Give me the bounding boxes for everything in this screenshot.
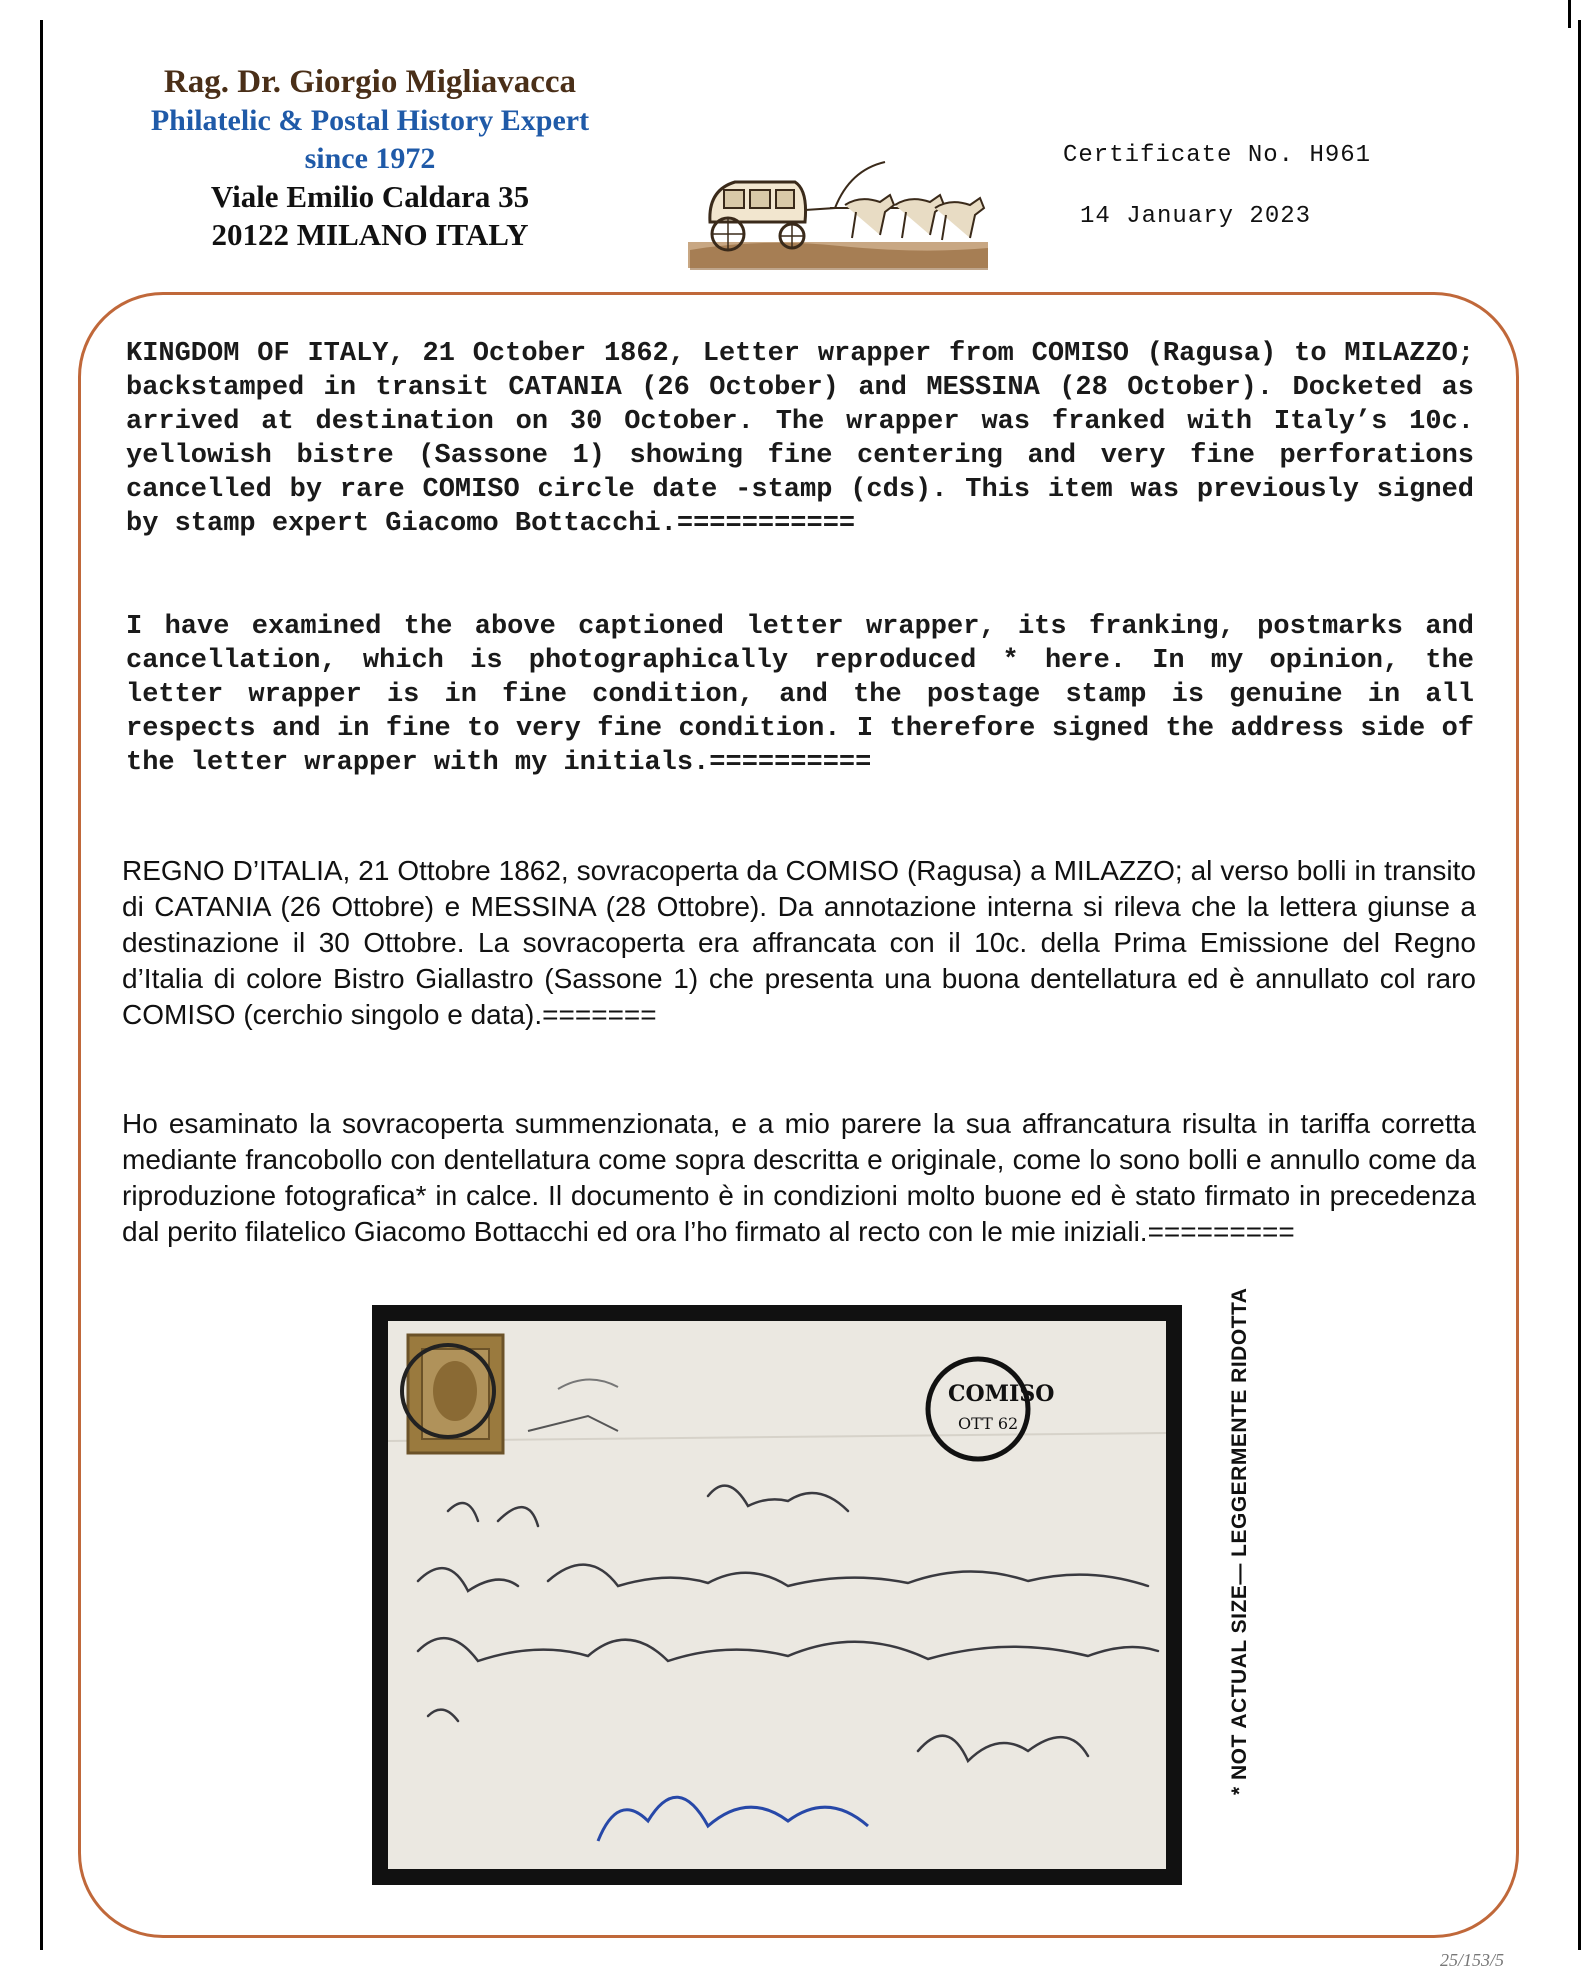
expert-name: Rag. Dr. Giorgio Migliavacca [163, 64, 577, 100]
expert-city: 20122 MILANO ITALY [211, 217, 529, 252]
right-border-line [1578, 20, 1581, 1950]
italian-description: REGNO D’ITALIA, 21 Ottobre 1862, sovracoperta da COMISO (Ragusa) a MILAZZO; al verso bolli in transito di CATANIA (26 Ottobre) e MESSINA (28 Ottobre). Da annotazione interna si rileva che la lettera giunse a destinazione il 30 Ottobre. La sovracoperta era affrancata con il 10c. della Prima Emissione del Regno d’Italia di colore Bistro Giallastro (Sassone 1) che presenta una buona dentellatura ed è annullato col raro COMISO (cerchio singolo e data).======= [122, 855, 1476, 1030]
pencil-reference: 25/153/5 [1440, 1950, 1505, 1970]
cover-photograph-frame [372, 1305, 1182, 1885]
corner-mark [1568, 0, 1571, 28]
svg-text:COMISO: COMISO [948, 1381, 1055, 1407]
italian-opinion: Ho esaminato la sovracoperta summenzionata, e a mio parere la sua affrancatura risulta in tariffa corretta mediante francobollo con dentellatura come sopra descritta e originale, come lo sono bolli e annullo come da riproduzione fotografica* in calce. Il documento è in condizioni molto buone ed è stato firmato in precedenza dal perito filatelico Giacomo Bottacchi ed ora l’ho firmato al recto con le mie iniziali.========= [122, 1108, 1476, 1247]
expert-street: Viale Emilio Caldara 35 [210, 179, 530, 214]
english-description: KINGDOM OF ITALY, 21 October 1862, Letter wrapper from COMISO (Ragusa) to MILAZZO; backstamped in transit CATANIA (26 October) and MESSINA (28 October). Docketed as arrived at destination on 30 October. The wrapper was franked with Italy’s 10c. yellowish bistre (Sassone 1) showing fine centering and very fine perforations cancelled by rare COMISO circle date -stamp (cds). This item was previously signed by stamp expert Giacomo Bottacchi.=========== [126, 339, 1474, 539]
cover-photograph [388, 1321, 1166, 1869]
not-actual-size-note: * NOT ACTUAL SIZE— LEGGERMENTE RIDOTTA [1228, 1287, 1251, 1795]
expert-title: Philatelic & Postal History Expert [150, 104, 590, 137]
cover-illustration [388, 1321, 1166, 1869]
english-opinion: I have examined the above captioned letter wrapper, its franking, postmarks and cancellation, which is photographically reproduced * here. In my opinion, the letter wrapper is in fine condition, and the postage stamp is genuine in all respects and in fine to very fine condition. I therefore signed the address side of the letter wrapper with my initials.========== [126, 612, 1474, 778]
svg-text:OTT 62: OTT 62 [958, 1414, 1019, 1433]
stagecoach-logo [680, 150, 1000, 275]
expert-since: since 1972 [304, 142, 436, 175]
expert-letterhead [100, 62, 640, 254]
certificate-number: Certificate No. H961 [1063, 142, 1372, 169]
certificate-date: 14 January 2023 [1080, 203, 1312, 230]
left-border-line [40, 20, 43, 1950]
